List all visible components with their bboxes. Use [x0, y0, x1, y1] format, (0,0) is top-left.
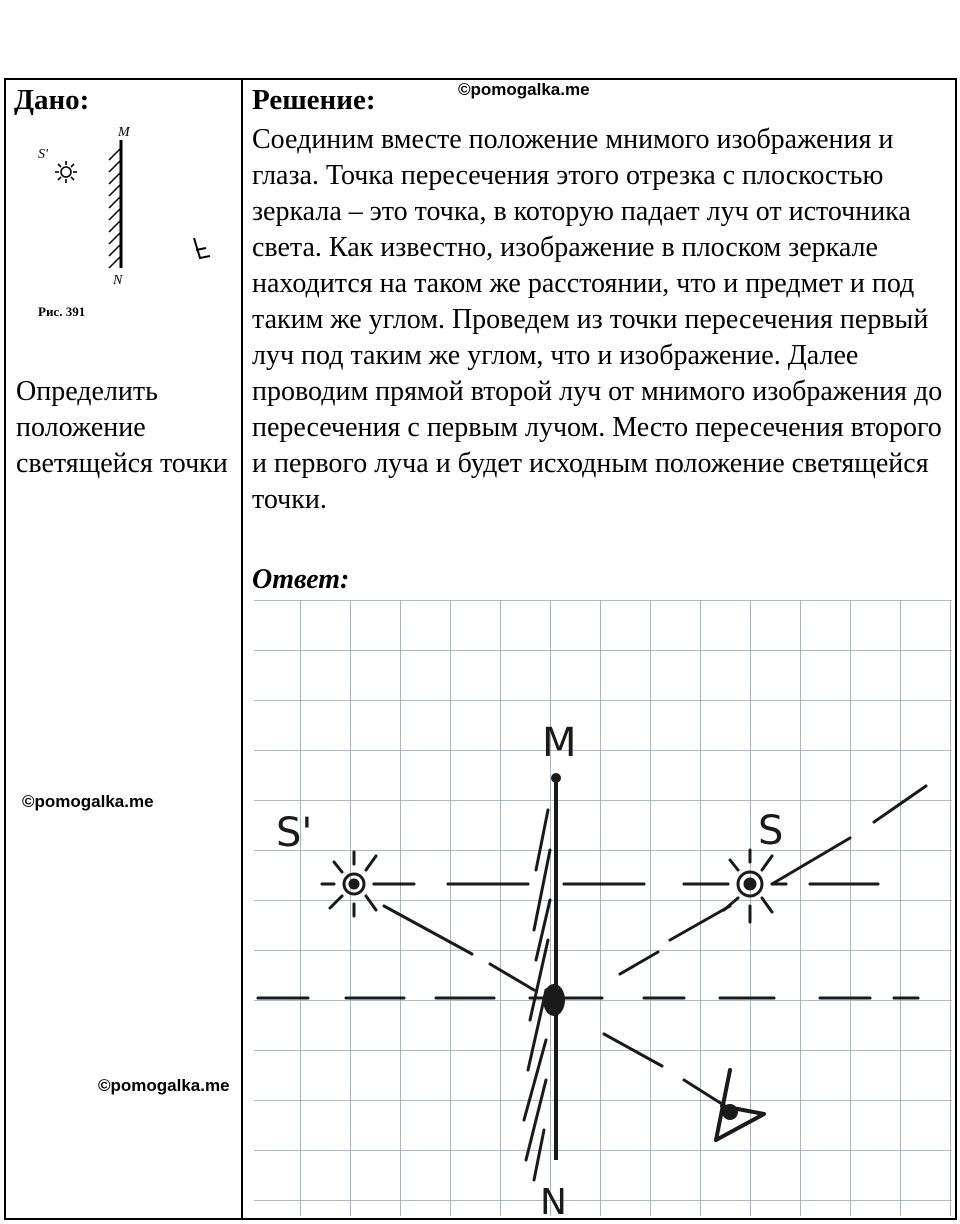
- answer-heading: Ответ:: [252, 564, 350, 595]
- solution-text: Соединим вместе положение мнимого изображения и глаза. Точка пересечения этого отрезка с плоскостью зеркала – это точка, в которую падает луч от источника света. Как известно, изображение в плоском зеркале находится на таком же расстоянии, что и предмет и под таким же углом. Проведем из точки пересечения первый луч под таким же углом, что и изображение. Далее проводим прямой второй луч от мнимого изображения до пересечения с первым лучом. Место пересечения второго и первого луча и будет исходным положение светящейся точки.: [252, 124, 943, 515]
- figure-caption: Рис. 391: [38, 304, 86, 319]
- reflection-point: [543, 984, 565, 1016]
- task-table: [4, 78, 957, 1220]
- answer-sketch: [254, 600, 952, 1216]
- mirror-point-m: [551, 773, 561, 783]
- task-text: Определить положение светящейся точки: [16, 376, 228, 479]
- eye-icon: [194, 238, 210, 258]
- figure-label-s-prime: S': [38, 147, 48, 162]
- given-heading: Дано:: [14, 84, 90, 116]
- sketch-label-n: N: [540, 1182, 567, 1216]
- figure-label-m: M: [118, 125, 130, 140]
- watermark: ©pomogalka.me: [22, 792, 154, 811]
- watermark: ©pomogalka.me: [98, 1076, 230, 1095]
- given-figure: [26, 120, 226, 320]
- sketch-label-s-prime: S': [276, 810, 313, 856]
- graph-paper: [254, 600, 952, 1216]
- figure-label-n: N: [113, 273, 123, 288]
- watermark: ©pomogalka.me: [458, 80, 590, 99]
- solution-heading: Решение:: [252, 84, 376, 116]
- mirror-hatching: [109, 148, 121, 268]
- column-divider: [241, 80, 243, 1218]
- sketch-label-m: M: [542, 720, 577, 766]
- sun-icon: [55, 161, 77, 183]
- sketch-label-s: S: [758, 808, 784, 854]
